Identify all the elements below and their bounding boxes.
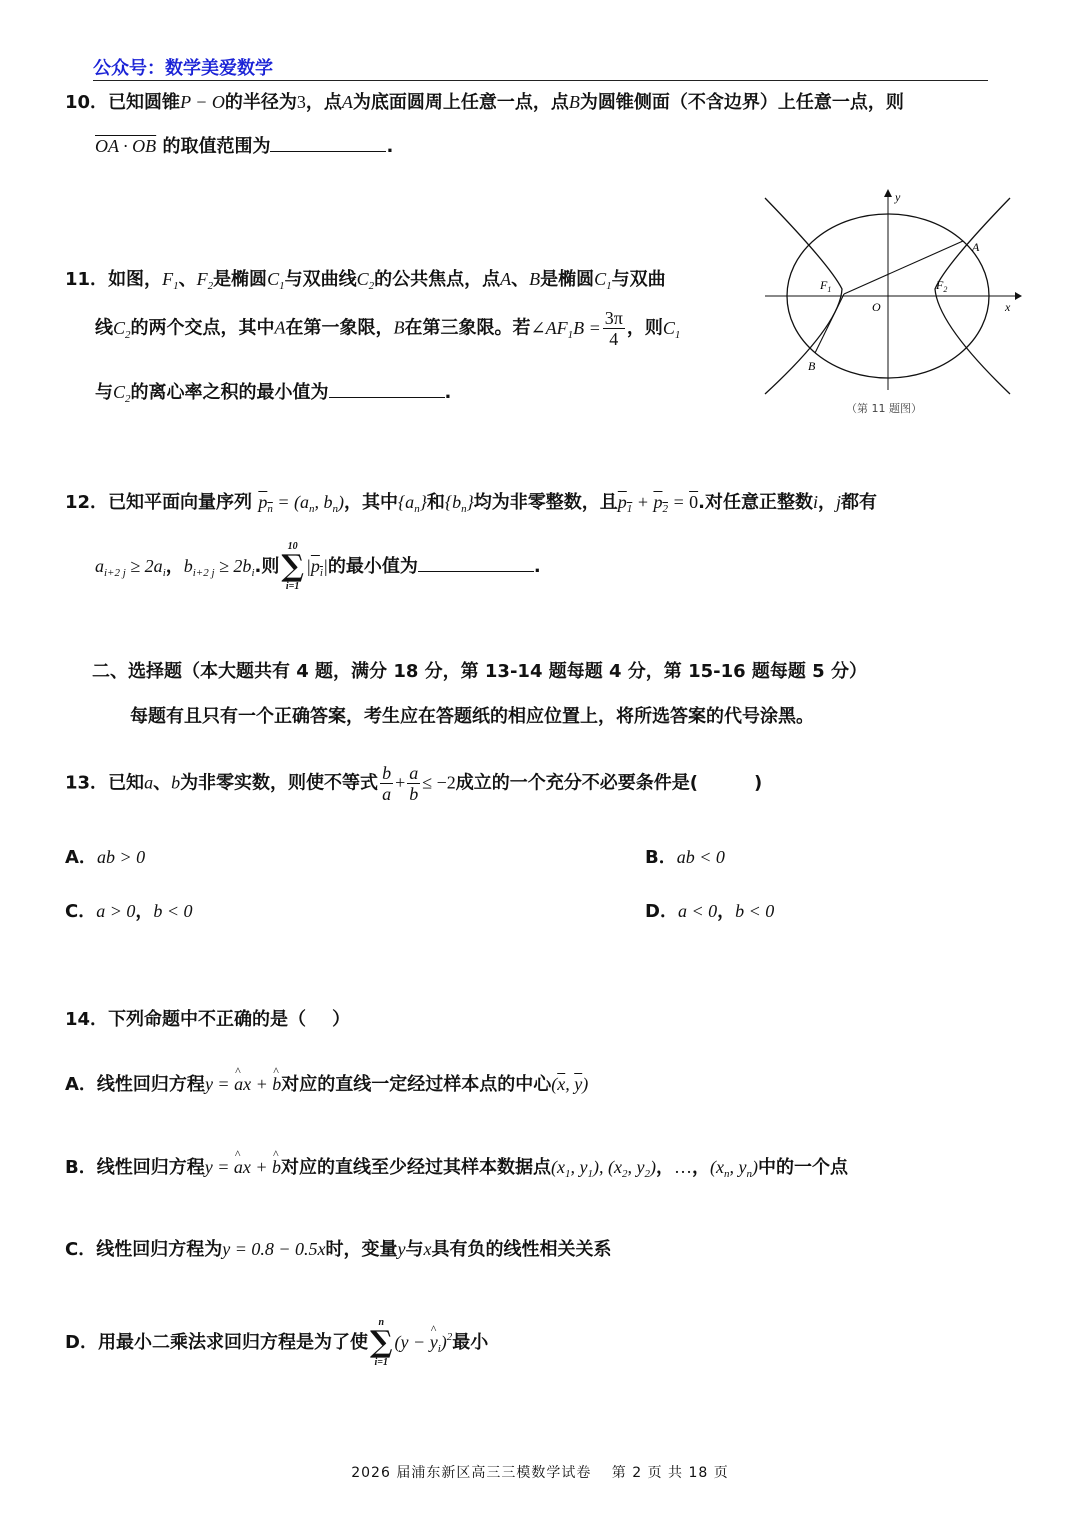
question-14-stem: 14．下列命题中不正确的是（ ） xyxy=(65,1009,351,1030)
section-2-instructions: 每题有且只有一个正确答案，考生应在答题纸的相应位置上，将所选答案的代号涂黑。 xyxy=(130,706,814,727)
question-12-line-1: 12．已知平面向量序列 $p_n = (a_n$, $b_n$)，其中$\{a_n\}$和$\{b_n\}$均为非零整数，且$p_1 + p_2 = 0$.对任意正整数i，j都有 xyxy=(65,492,877,515)
header-brand: 公众号：数学美爱数学 xyxy=(93,58,273,79)
question-10-line-2: OA · OB 的取值范围为 . xyxy=(95,132,393,158)
question-11-line-3: 与$C_2$的离心率之积的最小值为 . xyxy=(95,378,451,405)
option-13-D[interactable]: D．a < 0，b < 0 xyxy=(645,901,775,922)
x-label: x xyxy=(1005,300,1011,314)
page-footer: 2026 届浦东新区高三三模数学试卷 第 2 页 共 18 页 xyxy=(351,1465,729,1481)
answer-blank[interactable] xyxy=(418,553,534,572)
question-number: 12． xyxy=(65,492,109,513)
answer-blank[interactable] xyxy=(329,379,445,398)
y-label: y xyxy=(895,190,901,204)
question-number: 10． xyxy=(65,92,109,113)
option-13-B[interactable]: B．ab < 0 xyxy=(645,847,725,868)
option-14-A[interactable]: A．线性回归方程y = ^ ax + ^ b对应的直线一定经过样本点的中心($\overline{x}$, $\overline{y}$) xyxy=(65,1070,588,1096)
question-13-stem: 13．已知a、b为非零实数，则使不等式 $\frac{b}{a}$ + $\frac{a}{b}$ ≤ −2成立的一个充分不必要条件是( ) xyxy=(65,763,763,804)
focus-F2-label: $F_2$ xyxy=(936,278,948,294)
option-13-C[interactable]: C．a > 0，b < 0 xyxy=(65,901,193,922)
y-axis-arrow xyxy=(884,189,892,197)
focus-F1-label: $F_1$ xyxy=(820,278,832,294)
question-11-line-2: 线$C_2$的两个交点，其中A在第一象限，B在第三象限。若$\angle AF_1B$ = $\frac{3\pi}{4}$ ，则$C_1$ xyxy=(95,308,681,349)
question-10-line-1: 10．已知圆锥P − O的半径为3，点A为底面圆周上任意一点，点B为圆锥侧面（不含边界）上任意一点，则 xyxy=(65,92,904,113)
question-number: 14． xyxy=(65,1009,109,1030)
option-13-A[interactable]: A．ab > 0 xyxy=(65,847,146,868)
option-14-C[interactable]: C．线性回归方程为y = 0.8 − 0.5x时，变量y与x具有负的线性相关关系 xyxy=(65,1239,612,1260)
line-F1-B xyxy=(815,294,844,353)
point-A-label: A xyxy=(972,240,980,254)
question-11-line-1: 11．如图，$F_1$、$F_2$是椭圆$C_1$与双曲线$C_2$的公共焦点，点A、B是椭圆$C_1$与双曲 xyxy=(65,269,666,292)
header-divider xyxy=(93,80,988,81)
ellipse-hyperbola-figure xyxy=(760,185,1025,420)
answer-blank[interactable] xyxy=(270,133,386,152)
section-2-title: 二、选择题（本大题共有 4 题，满分 18 分，第 13-14 题每题 4 分，第 15-16 题每题 5 分） xyxy=(92,661,867,682)
option-14-D[interactable]: D．用最小二乘法求回归方程是为了使 n ∑ i=1 (y − ^ $y_i)^2$最小 xyxy=(65,1318,488,1368)
question-number: 11． xyxy=(65,269,109,290)
question-number: 13． xyxy=(65,772,109,794)
question-12-line-2: $a_{i+2 j} \ge 2a_i$，$b_{i+2 j} \ge 2b_i$.则 10 ∑ i=1 $|p_i|$的最小值为 . xyxy=(95,541,541,592)
origin-label: O xyxy=(872,300,881,314)
point-B-label: B xyxy=(808,359,816,373)
x-axis-arrow xyxy=(1015,292,1022,300)
figure-caption: （第 11 题图） xyxy=(846,402,922,415)
option-14-B[interactable]: B．线性回归方程y = ^ ax + ^ b对应的直线至少经过其样本数据点($x_1$, $y_1$), ($x_2$, $y_2$)，…，($x_n$, $y_n$)中的一个点 xyxy=(65,1153,848,1180)
